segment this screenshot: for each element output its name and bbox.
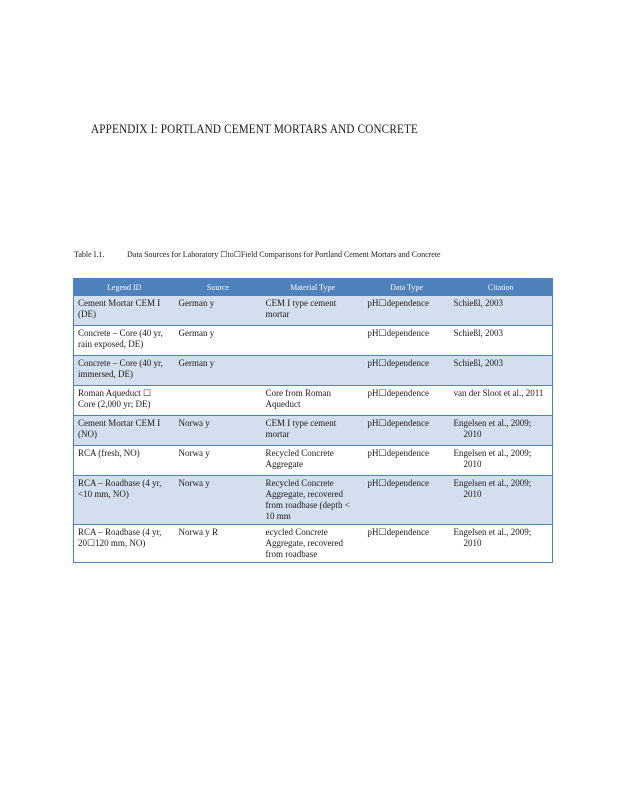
cell-source: Norwa y R	[175, 525, 262, 563]
cell-citation: Schießl, 2003	[450, 326, 553, 356]
cell-source: Norwa y	[175, 416, 262, 446]
cell-legend-id: RCA (fresh, NO)	[74, 446, 175, 476]
cell-source: Norwa y	[175, 476, 262, 525]
cell-source: German y	[175, 326, 262, 356]
cell-data-type: pH☐dependence	[364, 326, 450, 356]
cell-citation: Engelsen et al., 2009; 2010	[450, 525, 553, 563]
table-caption-text: Data Sources for Laboratory ☐to☐Field Comparisons for Portland Cement Mortars and Concrete	[127, 250, 441, 259]
table-row	[74, 386, 553, 416]
header-citation: Citation	[450, 279, 553, 296]
cell-material-type: CEM I type cement mortar	[262, 416, 364, 446]
cell-source: German y	[175, 356, 262, 386]
cell-data-type: pH☐dependence	[364, 446, 450, 476]
table-row	[74, 356, 553, 386]
cell-legend-id: RCA – Roadbase (4 yr, <10 mm, NO)	[74, 476, 175, 525]
cell-source	[175, 386, 262, 416]
cell-data-type: pH☐dependence	[364, 296, 450, 326]
cell-material-type: Recycled Concrete Aggregate	[262, 446, 364, 476]
cell-material-type: Core from Roman Aqueduct	[262, 386, 364, 416]
cell-legend-id: Cement Mortar CEM I (DE)	[74, 296, 175, 326]
cell-data-type: pH☐dependence	[364, 476, 450, 525]
cell-data-type: pH☐dependence	[364, 416, 450, 446]
cell-data-type: pH☐dependence	[364, 386, 450, 416]
table-row	[74, 326, 553, 356]
cell-legend-id: Concrete – Core (40 yr, rain exposed, DE)	[74, 326, 175, 356]
cell-data-type: pH☐dependence	[364, 525, 450, 563]
cell-citation: Schießl, 2003	[450, 296, 553, 326]
cell-source: German y	[175, 296, 262, 326]
table-header-row	[74, 279, 553, 296]
cell-material-type	[262, 356, 364, 386]
cell-citation: Engelsen et al., 2009; 2010	[450, 416, 553, 446]
table-row	[74, 296, 553, 326]
header-legend-id: Legend ID	[74, 279, 175, 296]
cell-legend-id: Roman Aqueduct ☐ Core (2,000 yr; DE)	[74, 386, 175, 416]
data-sources-table	[73, 278, 553, 563]
cell-material-type	[262, 326, 364, 356]
cell-legend-id: RCA – Roadbase (4 yr, 20☐120 mm, NO)	[74, 525, 175, 563]
cell-source: Norwa y	[175, 446, 262, 476]
cell-legend-id: Concrete – Core (40 yr, immersed, DE)	[74, 356, 175, 386]
cell-legend-id: Cement Mortar CEM I (NO)	[74, 416, 175, 446]
cell-citation: van der Sloot et al., 2011	[450, 386, 553, 416]
table-row	[74, 416, 553, 446]
cell-data-type: pH☐dependence	[364, 356, 450, 386]
cell-material-type: ecycled Concrete Aggregate, recovered from roadbase	[262, 525, 364, 563]
cell-citation: Engelsen et al., 2009; 2010	[450, 476, 553, 525]
header-material-type: Material Type	[262, 279, 364, 296]
header-source: Source	[175, 279, 262, 296]
cell-citation: Schießl, 2003	[450, 356, 553, 386]
cell-material-type: CEM I type cement mortar	[262, 296, 364, 326]
header-data-type: Data Type	[364, 279, 450, 296]
cell-material-type: Recycled Concrete Aggregate, recovered from roadbase (depth < 10 mm	[262, 476, 364, 525]
cell-citation: Engelsen et al., 2009; 2010	[450, 446, 553, 476]
table-caption-label: Table I.1.	[74, 250, 105, 259]
table-row	[74, 525, 553, 563]
table-row	[74, 446, 553, 476]
table-row	[74, 476, 553, 525]
appendix-title: APPENDIX I: PORTLAND CEMENT MORTARS AND CONCRETE	[91, 121, 418, 136]
